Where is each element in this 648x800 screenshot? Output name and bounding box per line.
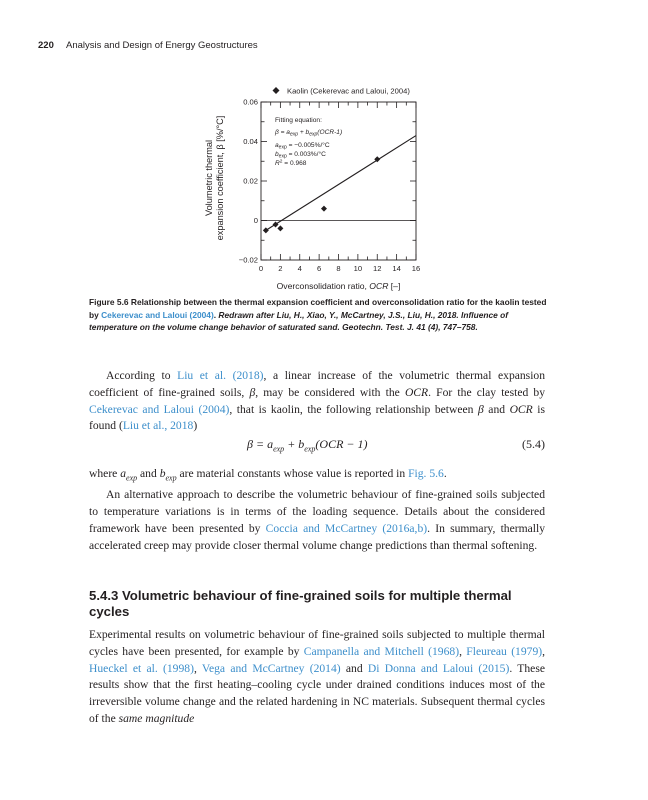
x-tick-label: 14 — [392, 264, 401, 273]
fit-equation: $\beta = a_{exp} + b_{exp}(OCR-1)$ — [275, 129, 343, 138]
paragraphs-2-3 — [89, 466, 545, 554]
ref-liu-2018[interactable]: Liu et al. (2018) — [177, 369, 264, 382]
equation-formula: $\beta = a_{exp} + b_{exp}(OCR - 1)$ — [247, 437, 368, 454]
data-point — [321, 206, 327, 212]
page-number: 220 — [38, 40, 54, 51]
ref-cekerevac-2004[interactable]: Cekerevac and Laloui (2004) — [89, 402, 230, 416]
fit-r2-value: $R^2 = 0.968$ — [275, 159, 307, 167]
ref-liu-2018-b[interactable]: Liu et al., 2018 — [122, 419, 194, 433]
x-tick-label: 6 — [317, 264, 322, 273]
figure-caption — [89, 296, 547, 334]
x-tick-label: 10 — [353, 264, 363, 273]
ticks-group — [239, 98, 420, 273]
plot-frame — [261, 102, 416, 260]
y-axis-label-line1: Volumetric thermal — [204, 139, 214, 217]
caption-label: Figure 5.6 — [89, 297, 129, 307]
ref-coccia-2016[interactable]: Coccia and McCartney (2016a,b) — [265, 521, 428, 535]
running-header — [38, 40, 258, 51]
x-tick-label: 2 — [278, 264, 283, 273]
x-tick-label: 16 — [411, 264, 421, 273]
equation-number: (5.4) — [522, 437, 545, 451]
ref-vega-2014[interactable]: Vega and McCartney (2014) — [201, 661, 341, 675]
x-tick-label: 8 — [336, 264, 341, 273]
fit-equation-title: Fitting equation: — [275, 117, 322, 124]
legend-label: Kaolin (Cekerevac and Laloui, 2004) — [287, 86, 410, 96]
caption-punct: . — [213, 309, 219, 320]
ref-didonna-2015[interactable]: Di Donna and Laloui (2015) — [367, 661, 510, 675]
y-tick-label: 0.02 — [243, 176, 258, 186]
caption-title: Relationship between the thermal expansion coefficient and overconsolidation ratio for the kaolin tested by — [89, 297, 547, 320]
section-heading: 5.4.3 Volumetric behaviour of fine-grained soils for multiple thermal cycles — [89, 588, 512, 619]
x-tick-label: 4 — [297, 264, 302, 273]
x-axis-label: Overconsolidation ratio, OCR [–] — [276, 281, 401, 291]
equation-5-4 — [89, 437, 545, 455]
y-tick-label: 0.06 — [243, 97, 258, 107]
paragraph-2: where $a_{exp}$ and $b_{exp}$ are material constants whose value is reported in Fig. 5.6. — [89, 467, 447, 483]
ref-fleureau-1979[interactable]: Fleureau (1979) — [466, 644, 543, 658]
chart-svg — [195, 72, 440, 294]
fit-a-value: $a_{exp} = -0.005\%/^\circ C$ — [275, 142, 330, 151]
running-title: Analysis and Design of Energy Geostructures — [65, 40, 258, 51]
ref-hueckel-1998[interactable]: Hueckel et al. (1998) — [89, 661, 194, 675]
data-point — [277, 225, 283, 231]
fit-line — [266, 136, 416, 231]
y-axis-label-line2: expansion coefficient, β [%/°C] — [215, 115, 225, 241]
legend-marker — [273, 87, 280, 94]
y-tick-label: 0 — [253, 216, 258, 226]
paragraph-4: Experimental results on volumetric behaviour of fine-grained soils subjected to multiple thermal cycles have been presented, for example by Campanella and Mitchell (1968), Fleureau (1979), Hueckel et al. (1998), Vega and McCartney (2014) and Di Donna and Laloui (2015). These results show that the first heating–cooling cycle under drained conditions induces most of the irreversible volume change and the related hardening in NC materials. Subsequent thermal cycles of the same magnitude — [89, 628, 546, 725]
caption-source: Redrawn after Liu, H., Xiao, Y., McCartney, J.S., Liu, H., 2018. Influence of temperature on the volume change behavior of saturated sand. Geotechn. Test. J. 41 (4), 747–758. — [89, 309, 509, 332]
paragraph-3: An alternative approach to describe the volumetric behaviour of fine-grained soils subjected to temperature variations is in terms of the loading sequence. Details about the considered framework have been presented by Coccia and McCartney (2016a,b). In summary, thermally accelerated creep may provide closer thermal volume change predictions than thermal softening. — [89, 488, 546, 552]
x-tick-label: 0 — [258, 264, 264, 273]
y-tick-label: −0.02 — [238, 255, 258, 265]
x-tick-label: 12 — [373, 264, 382, 273]
figure-5-6 — [195, 72, 440, 294]
fit-b-value: $b_{exp} = 0.003\%/^\circ C$ — [275, 151, 326, 160]
y-tick-label: 0.04 — [243, 137, 258, 147]
ref-campanella-1968[interactable]: Campanella and Mitchell (1968) — [303, 644, 460, 658]
data-point — [263, 227, 269, 233]
caption-ref-link[interactable]: Cekerevac and Laloui (2004) — [101, 309, 214, 320]
paragraph-1: According to Liu et al. (2018), a linear increase of the volumetric thermal expansion coefficient of fine-grained soils, β, may be considered with the OCR. For the clay tested by Cekerevac and Laloui (2004), that is kaolin, the following relationship between β and OCR is found (Liu et al., 2018) — [89, 369, 546, 433]
fig-5-6-link[interactable]: Fig. 5.6 — [408, 467, 444, 480]
